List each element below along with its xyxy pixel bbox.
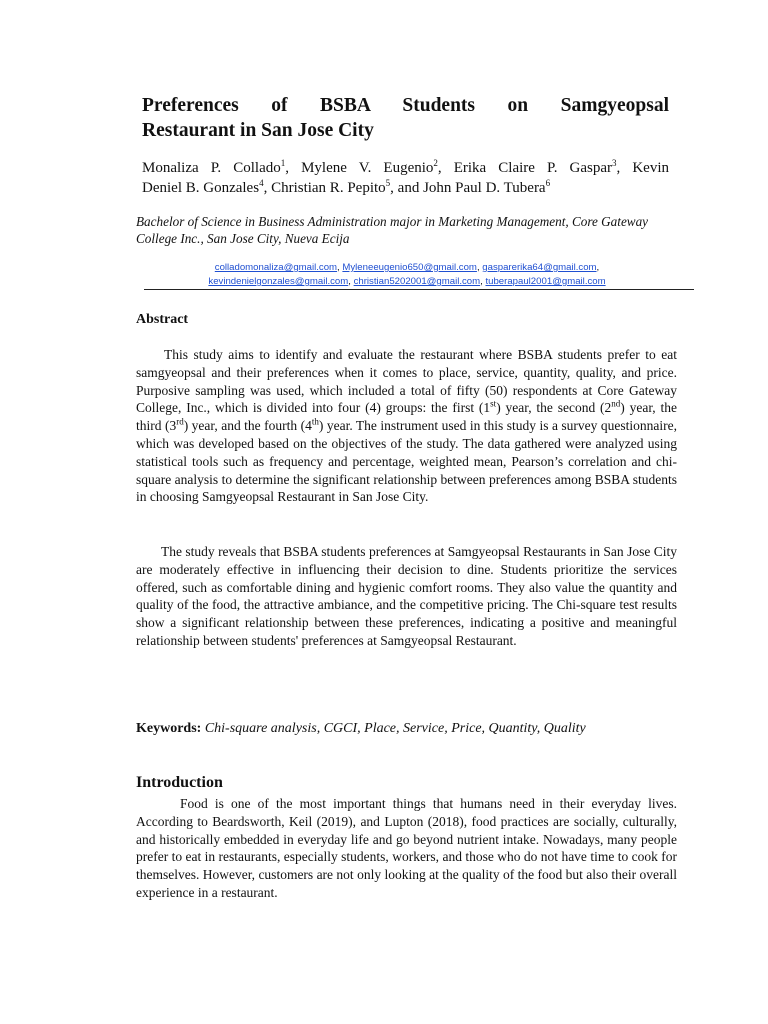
abstract-heading: Abstract [136, 312, 189, 327]
title-line-2: Restaurant in San Jose City [142, 120, 374, 141]
author-6: John Paul D. Tubera [423, 180, 546, 196]
email-link[interactable]: colladomonaliza@gmail.com [214, 262, 338, 273]
introduction-heading: Introduction [136, 774, 223, 791]
email-link[interactable]: christian5202001@gmail.com [353, 276, 481, 287]
email-link[interactable]: tuberapaul2001@gmail.com [485, 276, 606, 287]
email-list [136, 261, 678, 289]
email-link[interactable]: Myleneeugenio650@gmail.com [342, 262, 477, 273]
title-line-1: Preferences of BSBA Students on Samgyeopsal [142, 95, 669, 116]
author-2: Mylene V. Eugenio [301, 160, 434, 176]
email-line-2: kevindenielgonzales@gmail.com, christian5202001@gmail.com, tuberapaul2001@gmail.com [208, 276, 606, 287]
keywords-label: Keywords: [136, 721, 202, 736]
email-link[interactable]: kevindenielgonzales@gmail.com [208, 276, 349, 287]
author-line-1: Monaliza P. Collado$^1$, Mylene V. Eugenio$^2$, Erika Claire P. Gaspar$^3$, Kevin [142, 158, 670, 176]
author-list [142, 158, 669, 198]
author-4-rest: Deniel B. Gonzales [142, 180, 260, 196]
header-divider [144, 289, 694, 290]
keywords [136, 720, 677, 738]
email-link[interactable]: gasparerika64@gmail.com [482, 262, 597, 273]
keywords-value: Chi-square analysis, CGCI, Place, Service, Price, Quantity, Quality [204, 721, 586, 736]
author-4-first: Kevin [632, 160, 670, 176]
paper-title [142, 93, 669, 143]
abstract-paragraph-1: This study aims to identify and evaluate the restaurant where BSBA students prefer to eat samgyeopsal and their preferences when it comes to place, service, quantity, quality, and price. Purposive sampling was used, which included a total of fifty (50) respondents at Core Gateway College, Inc., which is divided into four (4) groups: the first (1st) year, the second (2nd) year, the third (3rd) year, and the fourth (4th) year. The instrument used in this study is a survey questionnaire, which was developed based on the objectives of the study. The data gathered were analyzed using statistical tools such as frequency and percentage, weighted mean, Pearson’s correlation and chi-square analysis to determine the significant relationship between preferences among BSBA students in choosing Samgyeopsal Restaurant in San Jose City. [136, 347, 678, 505]
affiliation: Bachelor of Science in Business Administration major in Marketing Management, Core Gateway College Inc., San Jose City, Nueva Ecija [136, 214, 649, 246]
author-line-2: Deniel B. Gonzales$^4$, Christian R. Pepito$^5$, and John Paul D. Tubera$^6$ [142, 178, 551, 196]
author-5: Christian R. Pepito [271, 180, 386, 196]
author-3: Erika Claire P. Gaspar [453, 160, 613, 176]
abstract-paragraph-2: The study reveals that BSBA students preferences at Samgyeopsal Restaurants in San Jose City are moderately effective in influencing their decision to dine. Students prioritize the services offered, such as comfortable dining and hygienic comfort rooms. They also value the quantity and quality of the food, the attractive ambiance, and the competitive pricing. The Chi-square test results show a significant relationship between these preferences, indicating a positive and meaningful relationship between students' preferences at Samgyeopsal Restaurant. [136, 544, 677, 648]
author-1: Monaliza P. Collado [142, 160, 281, 176]
email-line-1: colladomonaliza@gmail.com, Myleneeugenio650@gmail.com, gasparerika64@gmail.com, [214, 262, 600, 273]
introduction-paragraph-1: Food is one of the most important things that humans need in their everyday lives. According to Beardsworth, Keil (2019), and Lupton (2018), food practices are socially, culturally, and historically embedded in everyday life and go beyond nutrient intake. Nowadays, many people prefer to eat in restaurants, especially students, workers, and those who do not have time to cook for themselves. However, customers are not only looking at the quality of the food but also their overall experience in a restaurant. [136, 796, 677, 900]
